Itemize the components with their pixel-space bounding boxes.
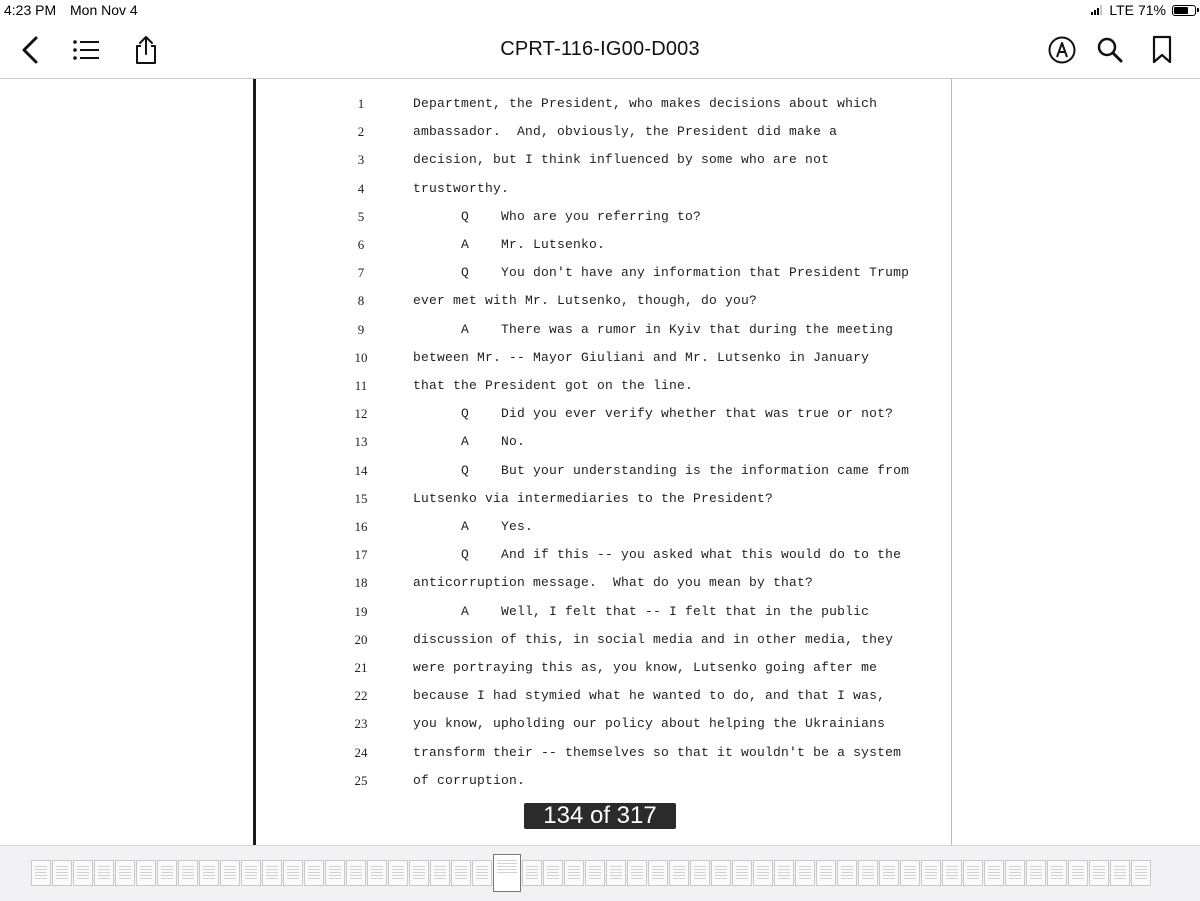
line-number: 7 xyxy=(357,265,365,281)
line-number: 9 xyxy=(357,321,365,337)
line-number: 23 xyxy=(354,716,368,732)
page-thumbnail[interactable] xyxy=(31,860,51,886)
line-number: 4 xyxy=(357,180,365,196)
transcript-line xyxy=(256,431,951,459)
cellular-signal-icon xyxy=(1091,5,1102,15)
line-text: Lutsenko via intermediaries to the President? xyxy=(413,490,774,506)
page-thumbnail[interactable] xyxy=(543,860,563,886)
page-thumbnail[interactable] xyxy=(430,860,450,886)
transcript-line xyxy=(256,742,951,770)
network-type: LTE xyxy=(1109,2,1134,18)
status-time: 4:23 PM xyxy=(4,2,57,18)
line-number: 17 xyxy=(354,547,368,563)
page-thumbnail[interactable] xyxy=(241,860,261,886)
pdf-page[interactable] xyxy=(253,79,952,845)
line-number: 10 xyxy=(354,349,368,365)
page-thumbnail[interactable] xyxy=(522,860,542,886)
page-thumbnail[interactable] xyxy=(73,860,93,886)
page-thumbnail[interactable] xyxy=(879,860,899,886)
page-thumbnail[interactable] xyxy=(963,860,983,886)
line-text: Q Who are you referring to? xyxy=(413,208,702,224)
line-text: A No. xyxy=(413,434,526,450)
transcript-line xyxy=(256,262,951,290)
line-text: Department, the President, who makes decisions about which xyxy=(413,96,878,111)
page-thumbnail[interactable] xyxy=(585,860,605,886)
line-text: A There was a rumor in Kyiv that during the meeting xyxy=(413,321,894,337)
page-thumbnail[interactable] xyxy=(711,860,731,886)
transcript-line xyxy=(256,290,951,318)
page-thumbnail[interactable] xyxy=(472,860,492,886)
page-indicator: 134 of 317 xyxy=(524,803,676,829)
line-text: that the President got on the line. xyxy=(413,378,694,393)
page-thumbnail[interactable] xyxy=(627,860,647,886)
line-text: because I had stymied what he wanted to do, and that I was, xyxy=(413,688,886,704)
battery-percent: 71% xyxy=(1137,2,1166,18)
page-thumbnail[interactable] xyxy=(262,860,282,886)
nav-bar xyxy=(0,22,1200,79)
transcript-line xyxy=(256,770,951,798)
thumbnail-strip[interactable] xyxy=(0,845,1200,901)
line-number: 21 xyxy=(354,660,368,675)
page-thumbnail[interactable] xyxy=(52,860,72,886)
status-bar xyxy=(0,0,1200,22)
line-number: 3 xyxy=(357,152,365,168)
line-text: were portraying this as, you know, Lutsenko going after me xyxy=(413,660,878,675)
page-thumbnail[interactable] xyxy=(409,860,429,886)
line-text: of corruption. xyxy=(413,772,526,788)
thumbnail-list[interactable] xyxy=(31,860,1151,892)
page-thumbnail[interactable] xyxy=(690,860,710,886)
page-thumbnail[interactable] xyxy=(325,860,345,886)
page-thumbnail[interactable] xyxy=(1026,860,1046,886)
transcript-line xyxy=(256,572,951,600)
document-title: CPRT-116-IG00-D003 xyxy=(500,38,700,60)
search-button[interactable] xyxy=(1094,34,1126,66)
line-number: 1 xyxy=(357,96,365,111)
line-text: transform their -- themselves so that it wouldn't be a system xyxy=(413,744,902,760)
page-thumbnail[interactable] xyxy=(858,860,878,886)
page-thumbnail[interactable] xyxy=(774,860,794,886)
page-thumbnail[interactable] xyxy=(606,860,626,886)
pdf-viewer[interactable] xyxy=(0,79,1200,845)
transcript-line xyxy=(256,206,951,234)
line-number: 19 xyxy=(354,603,368,619)
page-thumbnail[interactable] xyxy=(732,860,752,886)
page-thumbnail[interactable] xyxy=(1005,860,1025,886)
page-thumbnail[interactable] xyxy=(795,860,815,886)
line-number: 5 xyxy=(357,208,365,224)
page-thumbnail[interactable] xyxy=(1068,860,1088,886)
line-text: Q You don't have any information that President Trump xyxy=(413,265,910,281)
transcript-line xyxy=(256,685,951,713)
transcript-line xyxy=(256,375,951,403)
page-thumbnail[interactable] xyxy=(816,860,836,886)
markup-pen-icon xyxy=(1047,35,1077,65)
transcript-line xyxy=(256,319,951,347)
line-text: ever met with Mr. Lutsenko, though, do you? xyxy=(413,293,758,309)
page-thumbnail[interactable] xyxy=(564,860,584,886)
page-thumbnail[interactable] xyxy=(220,860,240,886)
transcript-line xyxy=(256,601,951,629)
page-thumbnail[interactable] xyxy=(283,860,303,886)
transcript-line xyxy=(256,178,951,206)
line-text: Q Did you ever verify whether that was true or not? xyxy=(413,406,894,422)
transcript-line xyxy=(256,657,951,685)
page-thumbnail[interactable] xyxy=(178,860,198,886)
page-thumbnail[interactable] xyxy=(669,860,689,886)
transcript-line xyxy=(256,347,951,375)
page-thumbnail[interactable] xyxy=(346,860,366,886)
transcript-line xyxy=(256,149,951,177)
page-thumbnail[interactable] xyxy=(367,860,387,886)
transcript-line xyxy=(256,544,951,572)
page-thumbnail[interactable] xyxy=(753,860,773,886)
line-number: 11 xyxy=(354,378,368,393)
transcript-line xyxy=(256,488,951,516)
line-text: between Mr. -- Mayor Giuliani and Mr. Lutsenko in January xyxy=(413,349,870,365)
transcript-line xyxy=(256,234,951,262)
line-text: A Well, I felt that -- I felt that in the public xyxy=(413,603,870,619)
page-thumbnail[interactable] xyxy=(1131,860,1151,886)
page-thumbnail[interactable] xyxy=(1110,860,1130,886)
line-text: decision, but I think influenced by some who are not xyxy=(413,152,830,168)
transcript-line xyxy=(256,713,951,741)
line-number: 2 xyxy=(357,124,365,140)
line-text: A Yes. xyxy=(413,519,534,534)
line-number: 8 xyxy=(357,293,365,309)
line-text: trustworthy. xyxy=(413,180,510,196)
status-right xyxy=(1091,2,1196,18)
page-thumbnail[interactable] xyxy=(1047,860,1067,886)
line-number: 24 xyxy=(354,744,368,760)
markup-button[interactable] xyxy=(1046,34,1078,66)
line-number: 15 xyxy=(354,490,368,506)
page-thumbnail[interactable] xyxy=(1089,860,1109,886)
page-thumbnail[interactable] xyxy=(984,860,1004,886)
page-thumbnail[interactable] xyxy=(648,860,668,886)
page-thumbnail[interactable] xyxy=(199,860,219,886)
page-thumbnail[interactable] xyxy=(115,860,135,886)
page-thumbnail[interactable] xyxy=(157,860,177,886)
bookmark-button[interactable] xyxy=(1146,34,1178,66)
line-text: anticorruption message. What do you mean by that? xyxy=(413,575,814,591)
line-text: ambassador. And, obviously, the President did make a xyxy=(413,124,838,140)
transcript-line xyxy=(256,629,951,657)
page-thumbnail[interactable] xyxy=(921,860,941,886)
line-text: A Mr. Lutsenko. xyxy=(413,237,606,252)
current-page-thumbnail[interactable] xyxy=(493,854,521,892)
status-date: Mon Nov 4 xyxy=(70,2,138,18)
line-number: 14 xyxy=(354,462,368,478)
line-number: 6 xyxy=(357,237,365,252)
transcript-line xyxy=(256,460,951,488)
page-thumbnail[interactable] xyxy=(304,860,324,886)
line-number: 12 xyxy=(354,406,368,422)
bookmark-icon xyxy=(1150,35,1174,65)
transcript-line xyxy=(256,403,951,431)
page-thumbnail[interactable] xyxy=(942,860,962,886)
line-text: Q And if this -- you asked what this would do to the xyxy=(413,547,902,563)
transcript-line xyxy=(256,93,951,121)
transcript-line xyxy=(256,516,951,544)
page-thumbnail[interactable] xyxy=(94,860,114,886)
transcript-line xyxy=(256,121,951,149)
line-number: 13 xyxy=(354,434,368,450)
line-number: 18 xyxy=(354,575,368,591)
line-number: 16 xyxy=(354,519,368,534)
line-text: Q But your understanding is the information came from xyxy=(413,462,910,478)
page-thumbnail[interactable] xyxy=(900,860,920,886)
line-number: 22 xyxy=(354,688,368,704)
page-thumbnail[interactable] xyxy=(136,860,156,886)
line-text: you know, upholding our policy about helping the Ukrainians xyxy=(413,716,886,732)
page-thumbnail[interactable] xyxy=(451,860,471,886)
page-thumbnail[interactable] xyxy=(837,860,857,886)
search-icon xyxy=(1096,36,1124,64)
line-number: 25 xyxy=(354,772,368,788)
line-text: discussion of this, in social media and in other media, they xyxy=(413,631,894,647)
page-thumbnail[interactable] xyxy=(388,860,408,886)
line-number: 20 xyxy=(354,631,368,647)
battery-icon xyxy=(1172,5,1196,16)
